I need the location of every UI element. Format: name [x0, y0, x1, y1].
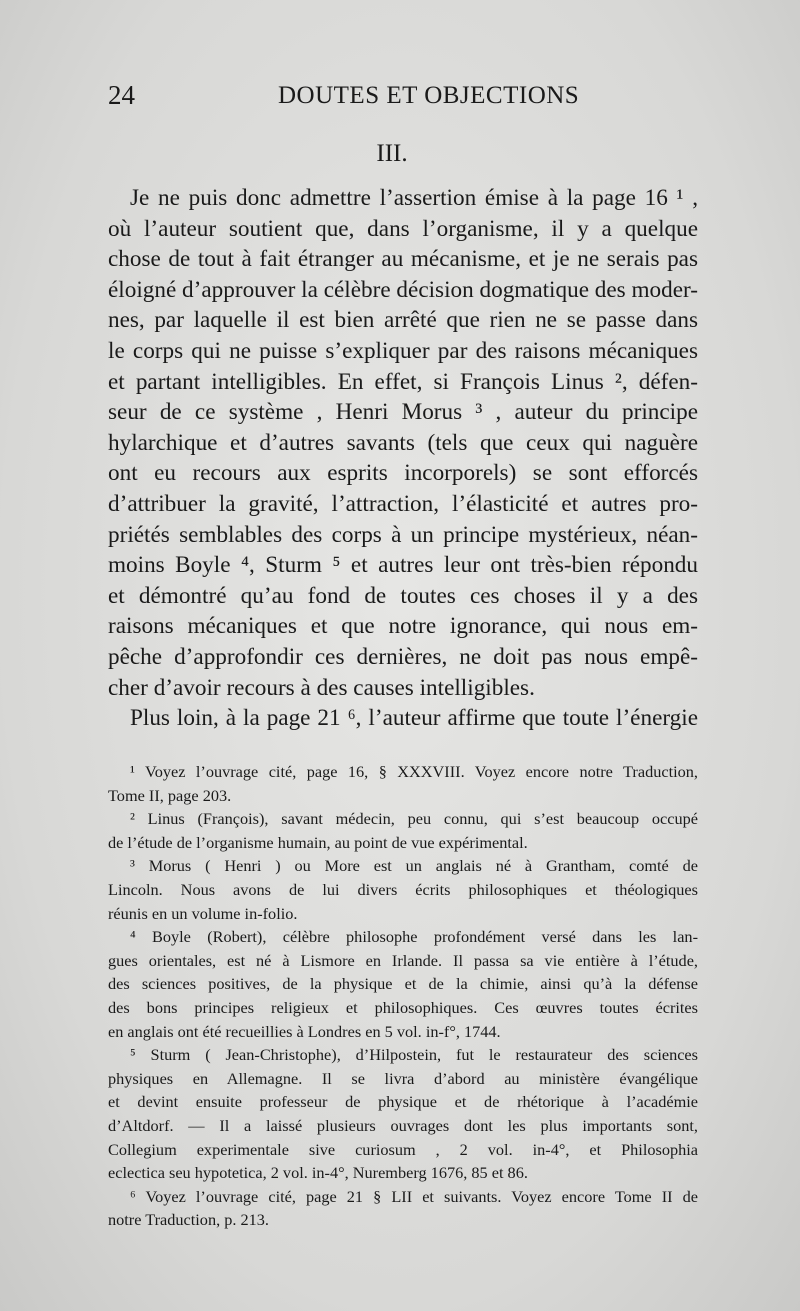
body-line: moins Boyle ⁴, Sturm ⁵ et autres leur ont très-bien répondu: [108, 552, 698, 579]
footnote-line: physiques en Allemagne. Il se livra d’abord au ministère évangélique: [108, 1068, 698, 1088]
body-line: nes, par laquelle il est bien arrêté que rien ne se passe dans: [108, 307, 698, 334]
body-line: hylarchique et d’autres savants (tels que ceux qui naguère: [108, 429, 698, 456]
footnote-line: ⁶ Voyez l’ouvrage cité, page 21 § LII et suivants. Voyez encore Tome II de: [130, 1186, 698, 1206]
footnotes: [108, 760, 698, 1232]
body-line: Je ne puis donc admettre l’assertion émise à la page 16 ¹ ,: [130, 185, 698, 211]
body-line: Plus loin, à la page 21 ⁶, l’auteur affirme que toute l’énergie: [130, 705, 698, 732]
footnote-line: ⁵ Sturm ( Jean-Christophe), d’Hilpostein, fut le restaurateur des sciences: [130, 1045, 698, 1065]
footnote-line: réunis en un volume in-folio.: [108, 903, 298, 923]
footnote-line: d’Altdorf. — Il a laissé plusieurs ouvrages dont les plus importants sont,: [108, 1115, 698, 1135]
body-line: raisons mécaniques et que notre ignorance, qui nous em-: [108, 613, 698, 640]
body-line: ont eu recours aux esprits incorporels) se sont efforcés: [108, 460, 698, 487]
footnote-line: Tome II, page 203.: [108, 785, 232, 805]
page-header: [108, 80, 698, 114]
body-line: seur de ce système , Henri Morus ³ , auteur du principe: [108, 399, 698, 426]
body-line: priétés semblables des corps à un principe mystérieux, néan-: [108, 521, 698, 548]
body-line: le corps qui ne puisse s’expliquer par des raisons mécaniques: [108, 337, 698, 364]
footnote-line: gues orientales, est né à Lismore en Irlande. Il passa sa vie entière à l’étude,: [108, 950, 698, 970]
footnote-line: Lincoln. Nous avons de lui divers écrits philosophiques et théologiques: [108, 879, 698, 899]
section-heading: [0, 140, 800, 168]
body-line: cher d’avoir recours à des causes intelligibles.: [108, 674, 535, 701]
body-line: et démontré qu’au fond de toutes ces choses il y a des: [108, 582, 698, 609]
body-line: chose de tout à fait étranger au mécanisme, et je ne serais pas: [108, 246, 698, 273]
footnote-line: ¹ Voyez l’ouvrage cité, page 16, § XXXVIII. Voyez encore notre Traduction,: [130, 762, 698, 781]
footnote-line: des bons principes religieux et philosophiques. Ces œuvres toutes écrites: [108, 997, 698, 1017]
page-number: 24: [108, 80, 135, 110]
footnote-line: Collegium experimentale sive curiosum , 2 vol. in-4°, et Philosophia: [108, 1139, 698, 1159]
body-text: [108, 183, 698, 734]
footnote-line: ⁴ Boyle (Robert), célèbre philosophe profondément versé dans les lan-: [130, 927, 698, 947]
footnote-line: ² Linus (François), savant médecin, peu connu, qui s’est beaucoup occupé: [130, 809, 698, 829]
footnote-line: des sciences positives, de la physique et de la chimie, ainsi qu’à la défense: [108, 974, 698, 994]
footnote-line: notre Traduction, p. 213.: [108, 1210, 269, 1230]
body-line: pêche d’approfondir ces dernières, ne doit pas nous empê-: [108, 643, 698, 670]
footnote-line: eclectica seu hypotetica, 2 vol. in-4°, Nuremberg 1676, 85 et 86.: [108, 1163, 528, 1183]
footnote-line: ³ Morus ( Henri ) ou More est un anglais né à Grantham, comté de: [130, 856, 698, 876]
running-title: DOUTES ET OBJECTIONS: [278, 82, 580, 109]
footnote-line: et devint ensuite professeur de physique et de rhétorique à l’académie: [108, 1092, 698, 1112]
body-line: où l’auteur soutient que, dans l’organisme, il y a quelque: [108, 215, 698, 242]
body-line: et partant intelligibles. En effet, si François Linus ², défen-: [108, 368, 698, 395]
body-line: d’attribuer la gravité, l’attraction, l’élasticité et autres pro-: [108, 490, 698, 517]
footnote-line: de l’étude de l’organisme humain, au point de vue expérimental.: [108, 832, 528, 852]
footnote-line: en anglais ont été recueillies à Londres en 5 vol. in-f°, 1744.: [108, 1021, 501, 1041]
body-line: éloigné d’approuver la célèbre décision dogmatique des moder-: [108, 276, 698, 303]
section-numeral: III.: [376, 140, 408, 167]
